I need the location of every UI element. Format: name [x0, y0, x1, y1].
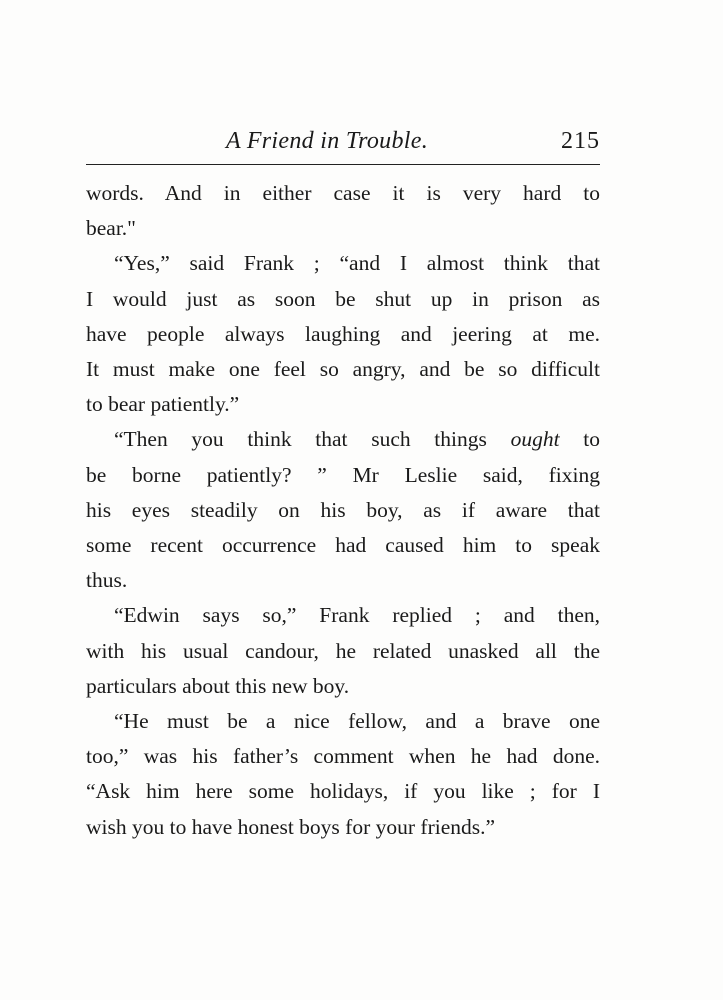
text-segment: to	[559, 427, 600, 452]
running-head	[86, 128, 600, 160]
running-title: A Friend in Trouble.	[226, 128, 429, 154]
text-line: thus.	[86, 568, 128, 593]
text-line: It must make one feel so angry, and be so difficult	[86, 357, 600, 382]
text-segment: “Then you think that such things	[114, 427, 511, 452]
text-line: “He must be a nice fellow, and a brave one	[114, 709, 600, 734]
text-line: “Edwin says so,” Frank replied ; and then,	[114, 603, 600, 628]
text-line: words. And in either case it is very hard to	[86, 181, 600, 205]
page-number: 215	[561, 128, 600, 154]
text-line: “Yes,” said Frank ; “and I almost think that	[114, 251, 600, 276]
text-line: too,” was his father’s comment when he had done.	[86, 744, 600, 769]
emphasis-text: ought	[510, 427, 560, 452]
text-line: particulars about this new boy.	[86, 673, 350, 698]
text-line: to bear patiently.”	[86, 392, 240, 417]
text-line: his eyes steadily on his boy, as if aware that	[86, 497, 600, 522]
text-line: be borne patiently? ” Mr Leslie said, fixing	[86, 462, 600, 487]
text-line: bear."	[86, 216, 136, 241]
text-line: some recent occurrence had caused him to speak	[86, 533, 600, 558]
header-rule	[86, 164, 600, 165]
text-line: I would just as soon be shut up in prison as	[86, 286, 600, 311]
text-line: “Ask him here some holidays, if you like ; for I	[86, 779, 600, 804]
text-line	[86, 422, 600, 457]
text-line: with his usual candour, he related unasked all the	[86, 638, 600, 663]
body-text	[86, 176, 600, 845]
text-line: wish you to have honest boys for your friends.”	[86, 814, 496, 839]
text-line: have people always laughing and jeering at me.	[86, 321, 600, 346]
